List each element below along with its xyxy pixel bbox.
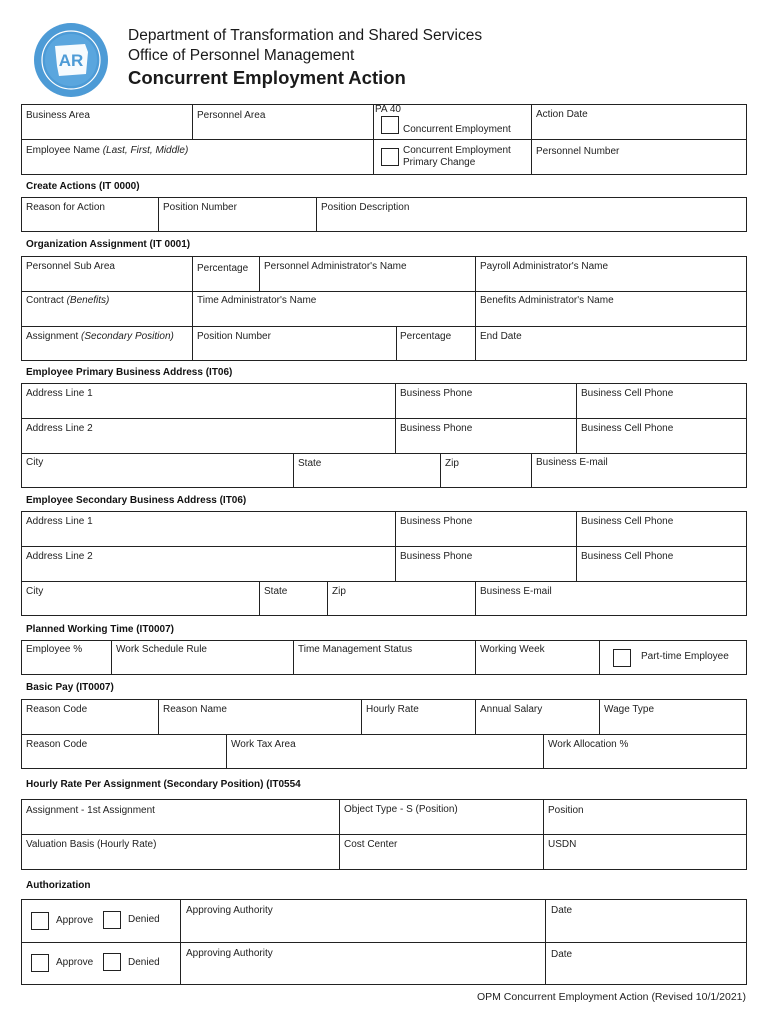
work-tax-area-field[interactable]: Work Tax Area <box>231 739 296 750</box>
denied2-checkbox[interactable] <box>103 953 121 971</box>
secondary-business-phone1-field[interactable]: Business Phone <box>400 516 473 527</box>
form-footer-revision: OPM Concurrent Employment Action (Revised 10/1/2021) <box>476 991 746 1003</box>
reason-code-field[interactable]: Reason Code <box>26 704 88 715</box>
action-date-field[interactable]: Action Date <box>536 109 588 120</box>
ce-primary-change-line1: Concurrent Employment <box>403 145 511 156</box>
concurrent-employment-label: Concurrent Employment <box>403 124 511 135</box>
personnel-admin-name-field[interactable]: Personnel Administrator's Name <box>264 261 407 272</box>
personnel-sub-area-field[interactable]: Personnel Sub Area <box>26 261 115 272</box>
form-title: Concurrent Employment Action <box>128 67 406 88</box>
secondary-state-field[interactable]: State <box>264 586 288 597</box>
secondary-city-field[interactable]: City <box>26 586 44 597</box>
payroll-admin-name-field[interactable]: Payroll Administrator's Name <box>480 261 609 272</box>
ce-primary-change-line2: Primary Change <box>403 157 476 168</box>
usdn-field[interactable]: USDN <box>548 839 577 850</box>
secondary-zip-field[interactable]: Zip <box>332 586 346 597</box>
approving-authority1-field[interactable]: Approving Authority <box>186 905 273 916</box>
hourly-rate-field[interactable]: Hourly Rate <box>366 704 419 715</box>
secondary-business-phone2-field[interactable]: Business Phone <box>400 551 473 562</box>
primary-city-field[interactable]: City <box>26 457 44 468</box>
primary-business-phone1-field[interactable]: Business Phone <box>400 388 473 399</box>
object-type-field[interactable]: Object Type - S (Position) <box>344 804 458 815</box>
secondary-address-heading: Employee Secondary Business Address (IT06) <box>26 495 247 506</box>
pa40-label: PA 40 <box>375 104 401 115</box>
approve2-checkbox[interactable] <box>31 954 49 972</box>
approving-authority2-field[interactable]: Approving Authority <box>186 948 273 959</box>
primary-address-heading: Employee Primary Business Address (IT06) <box>26 367 233 378</box>
work-schedule-rule-field[interactable]: Work Schedule Rule <box>116 644 207 655</box>
annual-salary-field[interactable]: Annual Salary <box>480 704 543 715</box>
end-date-field[interactable]: End Date <box>480 331 522 342</box>
part-time-checkbox[interactable] <box>613 649 631 667</box>
org-assignment-heading: Organization Assignment (IT 0001) <box>26 239 191 250</box>
contract-field[interactable]: Contract (Benefits) <box>26 295 110 306</box>
secondary-email-field[interactable]: Business E-mail <box>480 586 552 597</box>
hourly-rate-heading: Hourly Rate Per Assignment (Secondary Position) (IT0554 <box>26 779 301 790</box>
part-time-label: Part-time Employee <box>641 651 729 662</box>
valuation-basis-field[interactable]: Valuation Basis (Hourly Rate) <box>26 839 157 850</box>
position-field[interactable]: Position <box>548 805 584 816</box>
arkansas-seal-logo <box>33 22 109 98</box>
basic-pay-heading: Basic Pay (IT0007) <box>26 682 114 693</box>
assignment-1st-field[interactable]: Assignment - 1st Assignment <box>26 805 155 816</box>
assignment-position-number-field[interactable]: Position Number <box>197 331 271 342</box>
office-name: Office of Personnel Management <box>128 47 355 64</box>
wage-type-field[interactable]: Wage Type <box>604 704 655 715</box>
cost-center-field[interactable]: Cost Center <box>344 839 398 850</box>
work-allocation-field[interactable]: Work Allocation % <box>548 739 629 750</box>
secondary-address-line1-field[interactable]: Address Line 1 <box>26 516 93 527</box>
personnel-area-field[interactable]: Personnel Area <box>197 110 266 121</box>
approve2-label: Approve <box>56 957 94 968</box>
approve1-checkbox[interactable] <box>31 912 49 930</box>
working-week-field[interactable]: Working Week <box>480 644 545 655</box>
reason-for-action-field[interactable]: Reason for Action <box>26 202 105 213</box>
denied1-label: Denied <box>128 914 160 925</box>
planned-time-heading: Planned Working Time (IT0007) <box>26 624 174 635</box>
secondary-cell-phone2-field[interactable]: Business Cell Phone <box>581 551 674 562</box>
approve1-label: Approve <box>56 915 94 926</box>
date1-field[interactable]: Date <box>551 905 573 916</box>
reason-name-field[interactable]: Reason Name <box>163 704 227 715</box>
business-area-field[interactable]: Business Area <box>26 110 90 121</box>
primary-state-field[interactable]: State <box>298 458 322 469</box>
authorization-heading: Authorization <box>26 880 91 891</box>
primary-email-field[interactable]: Business E-mail <box>536 457 608 468</box>
primary-address-line1-field[interactable]: Address Line 1 <box>26 388 93 399</box>
ce-primary-change-checkbox[interactable] <box>381 148 399 166</box>
concurrent-employment-checkbox[interactable] <box>381 116 399 134</box>
time-mgmt-status-field[interactable]: Time Management Status <box>298 644 413 655</box>
create-actions-heading: Create Actions (IT 0000) <box>26 181 140 192</box>
secondary-address-line2-field[interactable]: Address Line 2 <box>26 551 93 562</box>
benefits-admin-name-field[interactable]: Benefits Administrator's Name <box>480 295 614 306</box>
primary-cell-phone1-field[interactable]: Business Cell Phone <box>581 388 674 399</box>
denied1-checkbox[interactable] <box>103 911 121 929</box>
department-name: Department of Transformation and Shared Services <box>128 27 483 44</box>
denied2-label: Denied <box>128 957 160 968</box>
personnel-number-field[interactable]: Personnel Number <box>536 146 620 157</box>
secondary-cell-phone1-field[interactable]: Business Cell Phone <box>581 516 674 527</box>
position-number-field[interactable]: Position Number <box>163 202 237 213</box>
primary-business-phone2-field[interactable]: Business Phone <box>400 423 473 434</box>
assignment-percentage-field[interactable]: Percentage <box>400 331 452 342</box>
assignment-field[interactable]: Assignment (Secondary Position) <box>26 331 174 342</box>
date2-field[interactable]: Date <box>551 949 573 960</box>
time-admin-name-field[interactable]: Time Administrator's Name <box>197 295 317 306</box>
primary-zip-field[interactable]: Zip <box>445 458 459 469</box>
svg-text:AR: AR <box>58 51 84 70</box>
primary-cell-phone2-field[interactable]: Business Cell Phone <box>581 423 674 434</box>
percentage-field[interactable]: Percentage <box>197 263 249 274</box>
employee-name-field[interactable]: Employee Name (Last, First, Middle) <box>26 145 189 156</box>
employee-percent-field[interactable]: Employee % <box>26 644 83 655</box>
reason-code2-field[interactable]: Reason Code <box>26 739 88 750</box>
primary-address-line2-field[interactable]: Address Line 2 <box>26 423 93 434</box>
position-description-field[interactable]: Position Description <box>321 202 410 213</box>
